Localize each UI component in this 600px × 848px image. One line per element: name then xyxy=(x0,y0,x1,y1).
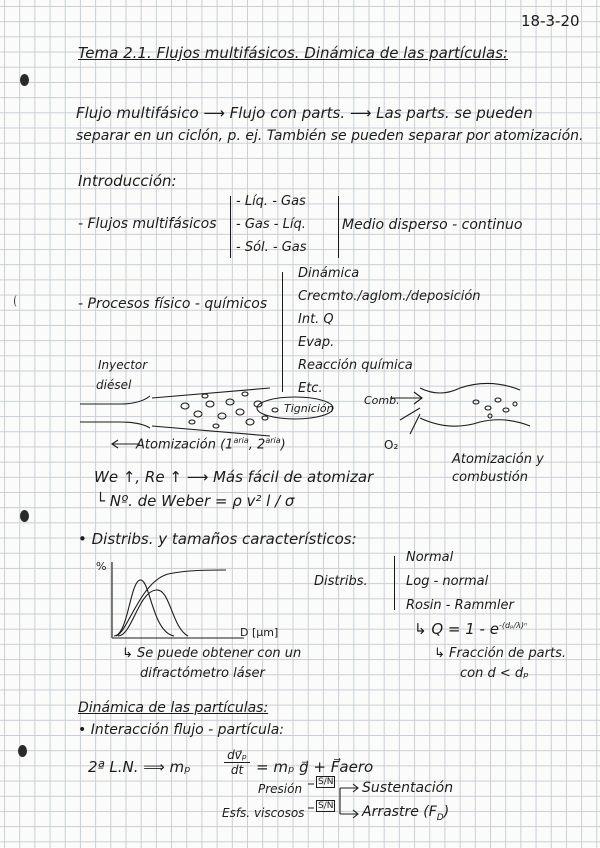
flujos-item: - Líq. - Gas xyxy=(236,194,306,209)
presion-label: Presión xyxy=(258,782,303,796)
atomizacion-arrow xyxy=(112,440,142,450)
aero-force-arrows xyxy=(300,774,360,824)
procesos-item: Reacción química xyxy=(298,358,413,373)
comb-label: Comb. xyxy=(364,394,400,407)
sn-box-1: S/N xyxy=(318,777,334,787)
procesos-item: Crecmto./aglom./deposición xyxy=(298,289,481,304)
distribs-note-1: ↳ Fracción de parts. xyxy=(434,646,566,661)
distribs-item: Log - normal xyxy=(406,574,489,589)
binder-hole xyxy=(20,74,29,86)
newton-prefix: 2ª L.N. ⟹ mₚ xyxy=(88,758,191,776)
fraction-numerator: dv⃗ₚ xyxy=(224,748,250,763)
distribs-note-2: con d < dₚ xyxy=(460,666,529,681)
distribs-label: Distribs. xyxy=(314,574,368,589)
distribs-brace xyxy=(394,556,405,610)
binder-hole xyxy=(20,510,29,522)
graph-note-2: difractómetro láser xyxy=(140,666,265,681)
procesos-item: Int. Q xyxy=(298,312,334,327)
arrastre-label: Arrastre $(F_D)$ xyxy=(362,804,450,823)
heading-introduccion: Introducción: xyxy=(78,172,177,190)
flujos-medio: Medio disperso - continuo xyxy=(342,217,523,233)
combustion-sketch xyxy=(380,378,540,448)
procesos-item: Dinámica xyxy=(298,266,360,281)
distribs-heading: • Distribs. y tamaños característicos: xyxy=(78,530,357,548)
graph-x-label: D [μm] xyxy=(240,626,279,639)
atom-comb-line1: Atomización y xyxy=(452,452,544,467)
flujos-item: - Sól. - Gas xyxy=(236,240,307,255)
interaccion-heading: • Interacción flujo - partícula: xyxy=(78,722,285,738)
fraction-denominator: dt xyxy=(230,763,244,777)
sn-box-2: S/N xyxy=(318,801,334,811)
rosin-rammler-formula: ↳ $Q = 1 - e^{-(d_p/\lambda)^n}$ xyxy=(414,620,528,638)
weber-line-2: └ Nº. de Weber = ρ v² l / σ xyxy=(96,492,295,510)
esfs-viscosos-label: Esfs. viscosos xyxy=(222,806,305,820)
graph-note-1: ↳ Se puede obtener con un xyxy=(122,646,302,661)
date: 18-3-20 xyxy=(521,12,580,30)
procesos-brace xyxy=(282,272,293,392)
sustentacion-label: Sustentación xyxy=(362,780,454,796)
flujos-right-brace xyxy=(334,196,339,258)
procesos-item: Etc. xyxy=(298,381,323,396)
distribution-graph xyxy=(108,562,248,642)
flujos-item: - Gas - Líq. xyxy=(236,217,306,232)
binder-hole xyxy=(14,295,20,307)
weber-line-1: We ↑, Re ↑ ⟶ Más fácil de atomizar xyxy=(94,468,374,486)
flujos-label: - Flujos multifásicos xyxy=(78,216,217,232)
procesos-label: - Procesos físico - químicos xyxy=(78,296,268,312)
dinamica-heading: Dinámica de las partículas: xyxy=(78,700,269,716)
ignicion-label: Tignición xyxy=(284,402,334,415)
page-title: Tema 2.1. Flujos multifásicos. Dinámica de las partículas: xyxy=(78,44,509,62)
intro-line-1: Flujo multifásico ⟶ Flujo con parts. ⟶ Las parts. se pueden xyxy=(76,104,533,122)
newton-rest: = mₚ g⃗ + F⃗aero xyxy=(256,758,374,776)
injector-label: Inyector xyxy=(98,358,148,372)
atomizacion-label: Atomización ($1^{aria}$, $2^{aria}$) xyxy=(136,436,286,453)
procesos-item: Evap. xyxy=(298,335,335,350)
binder-hole xyxy=(18,745,27,757)
newton-fraction xyxy=(224,748,250,777)
atom-comb-line2: combustión xyxy=(452,470,528,485)
intro-line-2: separar en un ciclón, p. ej. También se pueden separar por atomización. xyxy=(76,128,584,144)
diesel-label: diésel xyxy=(96,378,132,392)
distribs-item: Rosin - Rammler xyxy=(406,598,514,613)
graph-y-label: % xyxy=(96,560,107,573)
o2-label: O₂ xyxy=(384,438,399,452)
distribs-item: Normal xyxy=(406,550,454,565)
